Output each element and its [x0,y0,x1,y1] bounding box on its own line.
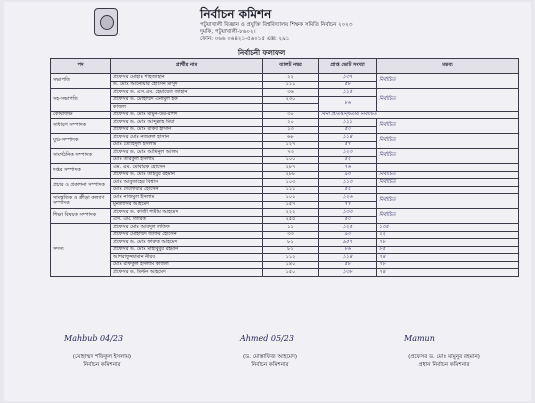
ballot-number: ১৩ [263,126,319,134]
candidate-name: প্রফেসর ড. মোঃ মাহাবুবুর রহমান [111,246,263,254]
vote-count: ৮৬ [319,246,377,254]
vote-count: ১৩৩ [319,209,377,217]
vote-count: ৯০ [319,231,377,239]
table-header-row [51,59,519,74]
remark [377,164,519,172]
university-logo [94,8,118,36]
post-cell: যুগ্ম-সম্পাদক [51,134,111,149]
candidate-name: প্রফেসর মোহাঃ শাহজাহান [111,74,263,82]
ballot-number: ৩৬ [263,89,319,97]
table-row [51,239,519,247]
remark: ৭৮ [377,261,519,269]
post-cell: শিক্ষা বিষয়ক সম্পাদক [51,209,111,224]
ballot-number: ৭৩ [263,149,319,157]
ballot-number: ১১২ [263,254,319,262]
ballot-number: ১১১ [263,186,319,194]
table-row [51,111,519,119]
vote-count: ৭৭ [319,201,377,209]
results-table [50,58,519,277]
commissioner-name: (ড. মোস্তাফিজ আহমেদ) [243,354,297,360]
table-row [51,119,519,127]
remark: নির্বাচিত [377,89,519,112]
ballot-number: ১৪০ [263,261,319,269]
vote-count: ১১১ [319,119,377,127]
header-line: দুমকি, পটুয়াখালী-৮৬০২। [200,29,256,35]
vote-count: ৯৩ [319,171,377,179]
commissioner-role: নির্বাচন কমিশনার [83,362,121,368]
candidate-name: প্রফেসর ড. মোঃ ফারুক আহমেদ [111,239,263,247]
signature-commissioner-1: Mahbub 04/23 [64,334,124,343]
ballot-number: ২২২ [263,209,319,217]
signature-chief-commissioner: Mamun [404,334,435,343]
candidate-name: প্রফেসর ড. মোঃ রকিব হাসান [111,126,263,134]
candidate-name: প্রফেসর ড. মোঃ আব্দুল্লাহ মিয়া [111,119,263,127]
candidate-name: মোঃ নাজমুল ইসলাম [111,194,263,202]
vote-count: ৫২ [319,186,377,194]
table-row [51,209,519,217]
candidate-name: প্রফেসর ড. এস.এম. হেমায়েত জাহান [111,89,263,97]
remark: ৭৪ [377,254,519,262]
candidate-name: প্রফেসর ড. মিল্টন আহমেদ [111,269,263,277]
column-header-post: পদ [51,59,111,74]
ballot-number: ৩০ [263,111,319,119]
candidate-name: মোঃ রফিকুল ইসলাম কাজল [111,261,263,269]
vote-count: ৫৮ [319,261,377,269]
ballot-number [263,104,319,112]
commissioner-name: (মোহাম্মদ শফিকুল ইসলাম) [72,354,132,360]
document-sheet [4,2,531,401]
vote-count: ১২৩ [319,149,377,157]
post-cell: কোষাধ্যক্ষ [51,111,111,119]
ballot-number: ২৮৭ [263,164,319,172]
candidate-name: মোঃ আবুতাহের বিশ্বাস [111,179,263,187]
vote-count: ৫৮ [319,81,377,89]
vote-count: ১২৫ [319,224,377,232]
candidate-name: মুনতাসির আহমেদ [111,201,263,209]
remark: নির্বাচিত [377,179,519,187]
candidate-name: প্রফেসর ড. মোঃ মামুন-উর-রশিদ [111,111,263,119]
candidate-name: প্রফেসর ড. কাজী শামীম আহমেদ [111,209,263,217]
ballot-number: ১১১ [263,81,319,89]
column-header-remarks: মন্তব্য [377,59,519,74]
remark: নির্বাচিত [377,119,519,134]
remark: ৮৫ [377,246,519,254]
table-row [51,74,519,82]
candidate-name: প্রফেসর মোহাম্মদ জাফর হোসেন [111,231,263,239]
remark: নির্বাচিত [377,149,519,164]
column-header-candidate: প্রার্থীর নাম [111,59,263,74]
ballot-number: ২৮৮ [263,171,319,179]
ballot-number: ২০ [263,119,319,127]
candidate-name: কাজল [111,104,263,112]
chief-commissioner-role: প্রধান নির্বাচন কমিশনার [418,362,470,368]
ballot-number: ৬৮ [263,134,319,142]
table-row [51,149,519,157]
ballot-number: ১৫০ [263,269,319,277]
remark: নির্বাচিত [377,209,519,224]
remark: নির্বাচিত [377,194,519,209]
signature-commissioner-2: Ahmed 05/23 [240,334,294,343]
candidate-name: আশরাফুজ্জামান নীরব [111,254,263,262]
vote-count: ৫৭ [319,141,377,149]
vote-count: ৫০ [319,126,377,134]
candidate-name: প্রফেসর মোঃ নজরুল হাসান [111,134,263,142]
post-cell: সাংগঠনিক সম্পাদক [51,149,111,164]
vote-count: ৫০ [319,216,377,224]
vote-count: ১১৪ [319,134,377,142]
table-row [51,171,519,179]
ballot-number: ৩৩ [263,231,319,239]
table-row [51,89,519,97]
table-row [51,186,519,194]
ballot-number: ১০০ [263,156,319,164]
column-header-ballot: ব্যালট নম্বর [263,59,319,74]
remark: বিনা প্রতিদ্বন্দ্বিতায় নির্বাচিত [319,111,519,119]
ballot-number: ১০১ [263,194,319,202]
remark [377,186,519,194]
candidate-name: প্রফেসর মোঃ আবদুল লতিফ [111,224,263,232]
vote-count: ৮৬ [319,96,377,111]
vote-count: ১১৪ [319,254,377,262]
candidate-name: এস. এম. তারিক [111,216,263,224]
vote-count: ৭৬ [319,164,377,172]
remark: নির্বাচিত [377,134,519,149]
table-row [51,224,519,232]
vote-count: ১২৬ [319,194,377,202]
ballot-number: ১২৭ [263,141,319,149]
post-cell: সদস্য [51,224,111,277]
ballot-number: ১৫৭ [263,201,319,209]
commissioner-role: নির্বাচন কমিশনার [251,362,289,368]
candidate-name: মোঃ দেলোয়ার হোসেন [111,186,263,194]
table-row [51,246,519,254]
vote-count: ১৩৮ [319,269,377,277]
candidate-name: ড. মোঃ আনোয়ার হোসেন মাসুদ [111,81,263,89]
table-row [51,179,519,187]
chief-commissioner-name: (প্রফেসর ড. মোঃ মামুনুর রহমান) [408,354,480,360]
ballot-number: ২৩০ [263,96,319,104]
header-line: পটুয়াখালী বিজ্ঞান ও প্রযুক্তি বিশ্ববিদ্যালয় শিক্ষক সমিতি নির্বাচন ২০২৩ [200,22,353,28]
vote-count: ১৩৭ [319,74,377,82]
candidate-name: প্রফেসর ড. মোহাম্মদ এনামুল হক [111,96,263,104]
ballot-number: ১০৩ [263,179,319,187]
post-cell: সভাপতি [51,74,111,89]
remark: ৭৪ [377,269,519,277]
column-header-votes: প্রাপ্ত ভোট সংখ্যা [319,59,377,74]
candidate-name: প্রফেসর ড. মোঃ আমিনুল আলম [111,149,263,157]
candidate-name: মোঃ তরিকুল ইসলাম [111,156,263,164]
candidate-name: মোঃ তৌহিদুল ইসলাম [111,141,263,149]
document-title: নির্বাচন কমিশন [200,7,272,21]
table-row [51,254,519,262]
vote-count: ১১৫ [319,89,377,97]
ballot-number: ৮১ [263,246,319,254]
remark: ৭৮ [377,239,519,247]
ballot-number: ৮১ [263,239,319,247]
remark: নির্বাচিত [377,171,519,179]
results-title: নির্বাচনী ফলাফল [236,47,287,60]
vote-count: ৯৫৭ [319,239,377,247]
post-cell: দপ্তর সম্পাদক [51,164,111,179]
table-row [51,269,519,277]
table-row [51,231,519,239]
table-row [51,134,519,142]
table-row [51,194,519,202]
post-cell: সাংস্কৃতিক ও ক্রীড়া কল্যাণ সম্পাদক [51,194,111,209]
ballot-number: ১১ [263,224,319,232]
vote-count: ১১৩ [319,179,377,187]
ballot-number: ২২ [263,74,319,82]
ballot-number: ২৫৫ [263,216,319,224]
candidate-name: প্রফেসর ড. মোঃ তাইবুর রহমান [111,171,263,179]
candidate-name: এম. এম. মোবারক হোসেন [111,164,263,172]
table-row [51,261,519,269]
post-cell: সহ-সভাপতি [51,89,111,112]
remark: নির্বাচিত [377,74,519,89]
post-cell: সাধারণ সম্পাদক [51,119,111,134]
remark: ১৩৫ [377,224,519,232]
vote-count: ৫২ [319,156,377,164]
post-cell: প্রচার ও প্রকাশনা সম্পাদক [51,179,111,194]
table-row [51,164,519,172]
header-line: ফোন: ০৬৬ ০৬৪২১-৫৬০১৫ এক্স: ২৯১ [200,36,290,42]
remark: ২২ [377,231,519,239]
